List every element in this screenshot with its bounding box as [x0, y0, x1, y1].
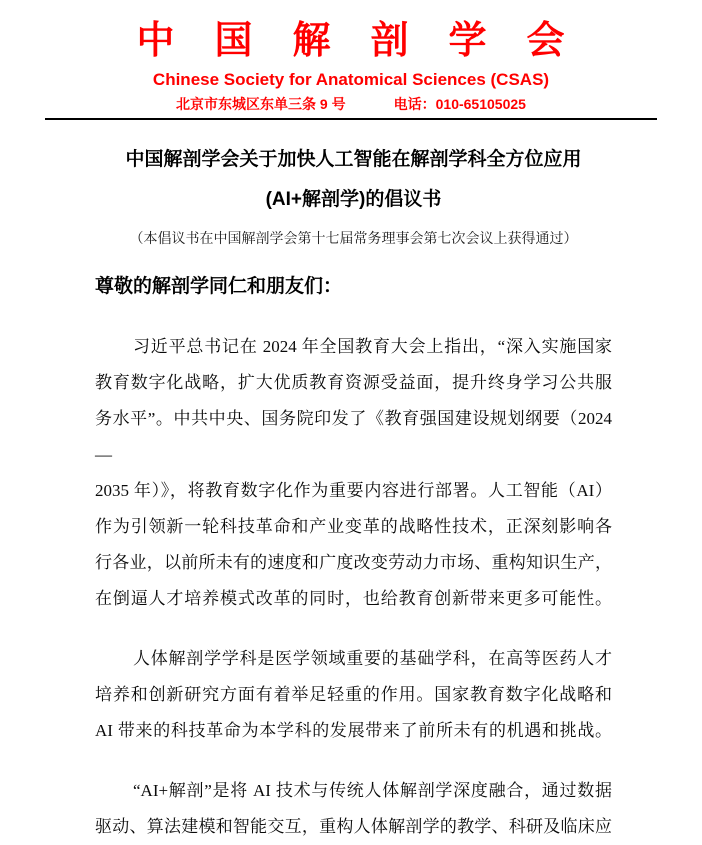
org-contact-row — [0, 94, 702, 114]
body-line: 行各业，以前所未有的速度和广度改变劳动力市场、重构知识生产， — [95, 553, 612, 572]
body-line: 2035 年）》，将教育数字化作为重要内容进行部署。人工智能（AI） — [95, 481, 612, 500]
paragraph — [95, 773, 612, 845]
body-line: 务水平”。中共中央、国务院印发了《教育强国建设规划纲要（2024— — [95, 409, 612, 464]
body-line: “AI+解剖”是将 AI 技术与传统人体解剖学深度融合，通过数据 — [133, 781, 612, 800]
document-title — [95, 140, 612, 220]
header-divider — [45, 118, 657, 120]
org-phone: 电话：010-65105025 — [393, 96, 526, 112]
letterhead — [0, 0, 702, 120]
body-line: 作为引领新一轮科技革命和产业变革的战略性技术，正深刻影响各 — [95, 517, 612, 536]
body-line: 人体解剖学学科是医学领域重要的基础学科，在高等医药人才 — [133, 649, 612, 668]
approval-note: （本倡议书在中国解剖学会第十七届常务理事会第七次会议上获得通过） — [129, 232, 578, 247]
document-content — [95, 140, 612, 845]
body-line: 培养和创新研究方面有着举足轻重的作用。国家教育数字化战略和 — [95, 685, 612, 704]
salutation: 尊敬的解剖学同仁和朋友们： — [95, 276, 343, 297]
org-address: 北京市东城区东单三条 9 号 — [176, 96, 346, 112]
paragraph — [95, 329, 612, 617]
body-line: 在倒逼人才培养模式改革的同时，也给教育创新带来更多可能性。 — [95, 589, 612, 608]
org-name-english: Chinese Society for Anatomical Sciences (CSAS) — [152, 70, 550, 89]
body-line: 驱动、算法建模和智能交互，重构人体解剖学的教学、科研及临床应 — [95, 817, 612, 836]
body-line: 习近平总书记在 2024 年全国教育大会上指出，“深入实施国家 — [133, 337, 612, 356]
document-title-line2: (AI+解剖学)的倡议书 — [265, 189, 442, 210]
body-line: AI 带来的科技革命为本学科的发展带来了前所未有的机遇和挑战。 — [95, 721, 612, 740]
body-line: 教育数字化战略，扩大优质教育资源受益面，提升终身学习公共服 — [95, 373, 612, 392]
org-name-chinese: 中 国 解 剖 学 会 — [136, 20, 566, 62]
document-title-line1: 中国解剖学会关于加快人工智能在解剖学科全方位应用 — [125, 149, 582, 170]
paragraph — [95, 641, 612, 749]
